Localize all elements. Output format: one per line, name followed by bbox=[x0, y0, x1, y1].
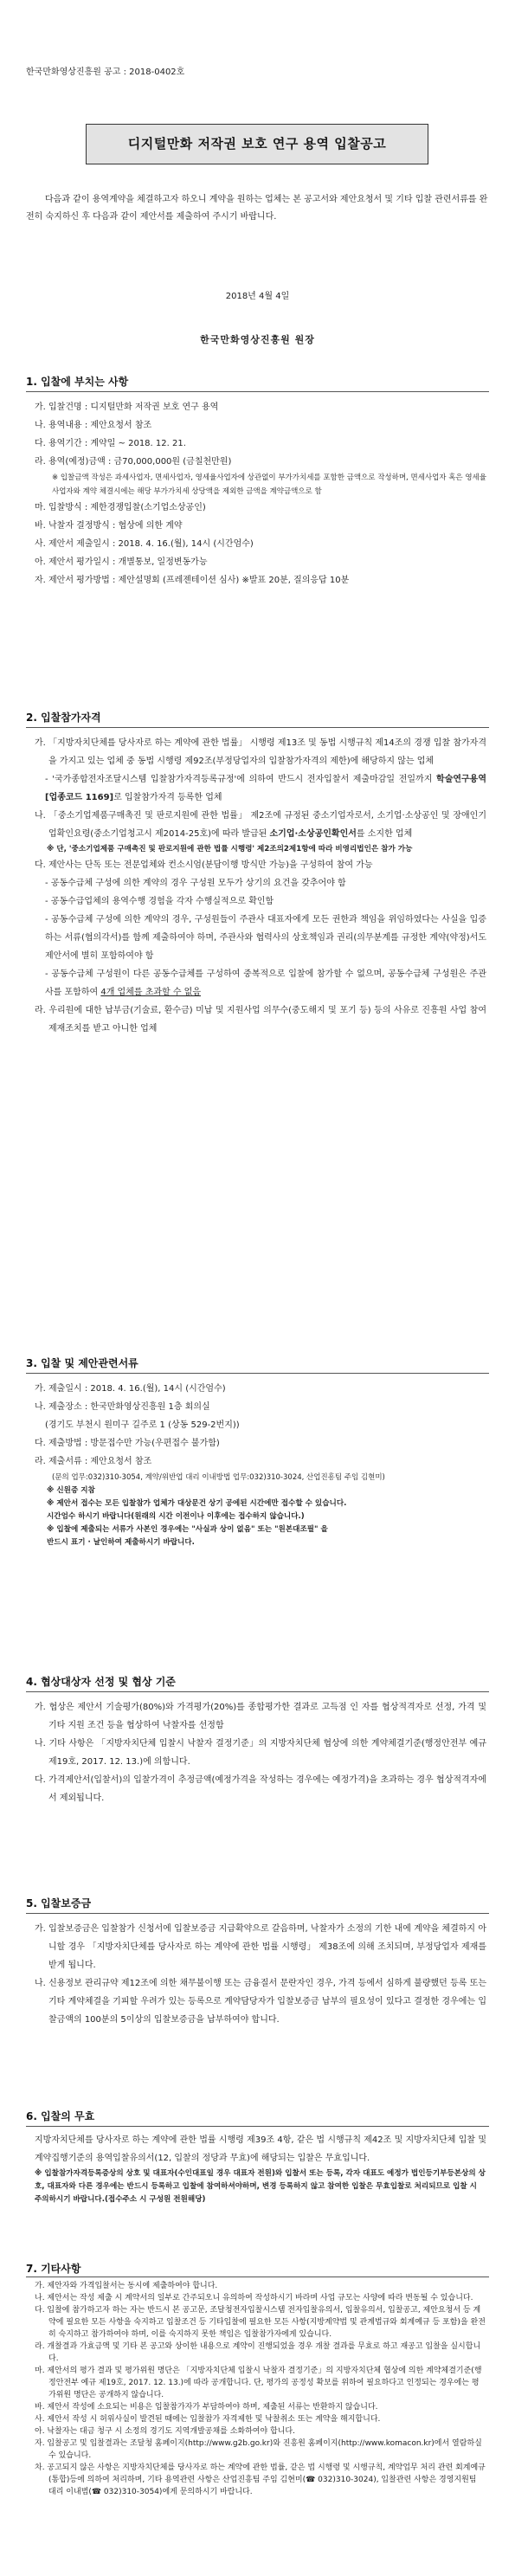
s1-item: 가. 입찰건명 : 디지털만화 저작권 보호 연구 용역 bbox=[35, 402, 219, 412]
s2-na-certificate: 소기업·소상공인확인서 bbox=[269, 829, 357, 839]
s1-item: 바. 낙찰자 결정방식 : 협상에 의한 계약 bbox=[35, 521, 183, 531]
s2-item-da-sub: - 공동수급업체의 용역수행 경험을 각자 수행실적으로 확인함 bbox=[45, 897, 274, 906]
s2-item-da-sub bbox=[35, 965, 486, 1001]
s2-item-na bbox=[35, 807, 486, 843]
s2-ga-text: - '국가종합전자조달시스템 입찰참가자격등록규정'에 의하여 반드시 전자입찰서 제출마감일 전일까지 bbox=[45, 775, 433, 784]
s7-item: 나. 제안서는 작성 제출 시 계약서의 일부로 간주되오니 유의하여 작성하시기 바라며 사업 규모는 사양에 따라 변동될 수 있습니다. bbox=[35, 2294, 473, 2302]
s3-item: 라. 제출서류 : 제안요청서 참조 bbox=[35, 1457, 152, 1466]
s3-item: 다. 제출방법 : 방문접수만 가능(우편접수 불가함) bbox=[35, 1439, 220, 1448]
announcement-number: 한국만화영상진흥원 공고 : 2018-0402호 bbox=[26, 68, 185, 77]
announcement-date: 2018년 4월 4일 bbox=[225, 292, 290, 301]
s4-item-ga: 가. 협상은 제안서 기술평가(80%)와 가격평가(20%)를 종합평가한 결과로 고득점 인 자를 협상적격자로 선정, 가격 및 기타 지원 조건 등을 협상하여 낙찰자를 선정함 bbox=[35, 1703, 486, 1730]
section-3-rule bbox=[26, 1373, 489, 1374]
section-1-title: 1. 입찰에 부치는 사항 bbox=[26, 376, 129, 388]
s1-item: 다. 용역기간 : 계약일 ~ 2018. 12. 21. bbox=[35, 439, 186, 448]
s2-ga-text-end: 로 입찰참가자격 등록한 업체 bbox=[113, 793, 222, 802]
section-5-rule bbox=[26, 1913, 489, 1914]
s1-item: 라. 용역(예정)금액 : 금70,000,000원 (금칠천만원) bbox=[35, 457, 232, 467]
s2-nonprofit-note: ※ 단, '중소기업제품 구매촉진 및 판로지원에 관한 법률 시행령' 제2조의2제1항에 따라 비영리법인은 참가 가능 bbox=[47, 845, 413, 853]
section-6-rule bbox=[26, 2126, 489, 2127]
s7-item: 마. 제안서의 평가 결과 및 평가위원 명단은 「지방자치단체 입찰시 낙찰자 결정기준」의 지방자치단체 협상에 의한 계약체결기준(행정안전부 예규 제19호, 2017. 12. 13.)에 따라 공개합니다. 단, 평가의 공정성 확보를 위하여 필요하다고 인정되는 경우에는 평가위원 명단은 공개하지 않습니다. bbox=[35, 2367, 482, 2399]
s1-item: 나. 용역내용 : 제안요청서 참조 bbox=[35, 421, 152, 430]
section-7-title: 7. 기타사항 bbox=[26, 2263, 81, 2275]
s3-note: ※ 입찰에 제출되는 서류가 사본인 경우에는 "사실과 상이 없음" 또는 "원본대조필" 을 bbox=[47, 1525, 328, 1534]
s1-item: 마. 입찰방식 : 제한경쟁입찰(소기업소상공인) bbox=[35, 503, 206, 512]
s1-vat-note: ※ 입찰금액 작성은 과세사업자, 면세사업자, 영세율사업자에 상관없이 부가가치세를 포함한 금액으로 작성하며, 면세사업자 혹은 영세율사업자와 계약 체결시에는 해당 부가가치세 상당액을 제외한 금액을 계약금액으로 함 bbox=[52, 473, 486, 496]
section-7-body bbox=[35, 2280, 486, 2498]
s3-item: 가. 제출일시 : 2018. 4. 16.(월), 14시 (시간엄수) bbox=[35, 1384, 226, 1394]
s4-item-da: 다. 가격제안서(입찰서)의 입찰가격이 추정금액(예정가격을 작성하는 경우에는 예정가격)을 초과하는 경우 협상적격자에서 제외됩니다. bbox=[35, 1775, 486, 1803]
s2-ga-industry-code: 학술연구용역[업종코드 1169] bbox=[45, 775, 486, 802]
s2-item-ga: 가. 「지방자치단체를 당사자로 하는 계약에 관한 법률」 시행령 제13조 및 동법 시행규칙 제14조의 경쟁 입찰 참가자격을 가지고 있는 업체 중 동법 시행령 제92조(부정당업자의 입찰참가자격의 제한)에 해당하지 않는 업체 bbox=[35, 738, 486, 766]
s2-item-da-sub: - 공동수급체 구성에 의한 계약의 경우 구성원 모두가 상기의 요건을 갖추어야 함 bbox=[45, 879, 346, 888]
s1-item: 사. 제안서 제출일시 : 2018. 4. 16.(월), 14시 (시간엄수) bbox=[35, 539, 254, 549]
page-title: 디지털만화 저작권 보호 연구 용역 입찰공고 bbox=[86, 124, 428, 164]
s6-paragraph: 지방자치단체를 당사자로 하는 계약에 관한 법률 시행령 제39조 4항, 같은 법 시행규칙 제42조 및 지방자치단체 입찰 및 계약집행기준의 용역입찰유의서(12, 입찰의 정당과 무효)에 해당되는 입찰은 무효입니다. bbox=[35, 2135, 486, 2163]
section-4-body bbox=[35, 1698, 486, 1807]
s6-note: ※ 입찰참가자격등록증상의 상호 및 대표자(수인대표일 경우 대표자 전원)와 입찰서 또는 등록, 각자 대표도 예정가 법인등기부등본상의 상호, 대표자와 다른 경우에는 반드시 등록하고 입찰에 참여하셔야하며, 변경 등록하지 않고 참여한 입찰은 무효입찰로 처리되므로 입찰 시 주의하시기 바랍니다.(접수주소 시 구성원 전원해당) bbox=[35, 2169, 486, 2204]
s3-item: 나. 제출장소 : 한국만화영상진흥원 1층 회의실 bbox=[35, 1402, 210, 1412]
s4-item-na: 나. 기타 사항은 「지방자치단체 입찰시 낙찰자 결정기준」의 지방자치단체 협상에 의한 계약체결기준(행정안전부 예규 제19호, 2017. 12. 13.)에 의함니다. bbox=[35, 1739, 486, 1767]
section-2-body bbox=[35, 734, 486, 1038]
section-5-body bbox=[35, 1920, 486, 2029]
s2-na-text-end: 를 소지한 업체 bbox=[356, 829, 413, 839]
s3-note: 시간엄수 하시기 바랍니다(원래의 시간 이전이나 이후에는 접수하지 않습니다.) bbox=[47, 1512, 305, 1521]
s1-item: 아. 제안서 평가일시 : 개별통보, 일정변동가능 bbox=[35, 557, 208, 567]
s2-item-da-sub: - 공동수급체 구성에 의한 계약의 경우, 구성원들이 주관사 대표자에게 모든 권한과 책임을 위임하였다는 사실을 입증하는 서류(협의각서)를 함께 제출하여야 하며, 주관사와 협력사의 상호책임과 권리(의무분계를 규정한 계약(약정)서도 제안서에 별히 포함하여야 함 bbox=[45, 915, 486, 961]
section-3-title: 3. 입찰 및 제안관련서류 bbox=[26, 1357, 138, 1369]
s7-item: 가. 제안자와 가격입찰서는 동시에 제출하여야 합니다. bbox=[35, 2282, 218, 2290]
s2-da5-limit: 4개 업체를 초과할 수 없음 bbox=[100, 988, 202, 997]
s7-item: 사. 제안서 작성 시 허위사실이 발견된 때에는 입찰참가 자격제한 및 낙찰취소 또는 계약을 해지합니다. bbox=[35, 2415, 381, 2424]
s5-item-na: 나. 신용정보 관리규약 제12조에 의한 채무불이행 또는 금융질서 문란자인 경우, 가격 등에서 심하게 불량했던 등록 또는 기타 계약체결을 기피할 우려가 있는 등록으로 계약담당자가 입찰보증금 납부의 필요성이 있다고 결정한 경우에는 입찰금액의 100분의 5이상의 입찰보증금을 납부하여야 합니다. bbox=[35, 1979, 486, 2025]
s7-item: 차. 공고되지 않은 사항은 지방자치단체를 당사자로 하는 계약에 관한 법률, 같은 법 시행령 및 시행규칙, 계약업무 처리 관련 회계예규(통합)등에 의하여 처리하며, 기타 용역관련 사항은 산업진흥팀 주임 김현미(☎ 032)310-3024), 입찰관련 사항은 경영지원팀 대리 이내범(☎ 032)310-3054)에게 문의하시기 바랍니다. bbox=[35, 2463, 486, 2496]
s2-item-da: 다. 제안사는 단독 또는 전문업체와 컨소시엄(분담이행 방식만 가능)을 구성하여 참여 가능 bbox=[35, 860, 373, 870]
s2-item-ra: 라. 우리원에 대한 납부금(기술료, 환수금) 미납 및 지원사업 의무수(중도해지 및 포기 등) 등의 사유로 진흥원 사업 참여 제재조치를 받고 아니한 업체 bbox=[35, 1006, 486, 1034]
s2-da5-text: - 공동수급체 구성원이 다른 공동수급체를 구성하여 중복적으로 입찰에 참가할 수 없으며, 공동수급체 구성원은 주관사를 포함하여 bbox=[45, 969, 486, 997]
s2-item-ga-sub bbox=[35, 770, 486, 807]
s7-item: 아. 낙찰자는 대금 청구 시 소정의 경기도 지역개발공채를 소화하여야 합니다. bbox=[35, 2427, 295, 2436]
section-6-body bbox=[35, 2131, 486, 2206]
s3-inquiry: (문의 업무:032)310-3054, 계약/위반업 대리 이내방법 업무:032)310-3024, 산업진흥팀 주임 김현미) bbox=[52, 1473, 385, 1482]
section-4-title: 4. 협상대상자 선정 및 협상 기준 bbox=[26, 1676, 176, 1688]
s7-item: 자. 입찰공고 및 입찰결과는 조달청 홈페이지(http://www.g2b.go.kr)와 진흥원 홈페이지(http://www.komacon.kr)에서 열람하실 수 있습니다. bbox=[35, 2439, 482, 2460]
s7-item: 라. 개찰결과 가효금액 및 기타 본 공고와 상이한 내용으로 계약이 진행되었을 경우 개찰 결과를 무효로 하고 재공고 입찰을 실시합니다. bbox=[35, 2342, 481, 2363]
intro-paragraph: 다음과 같이 용역계약을 체결하고자 하오니 계약을 원하는 업체는 본 공고서와 제안요청서 및 기타 입찰 관련서류를 완전히 숙지하신 후 다음과 같이 제안서를 제출하여 주시기 바랍니다. bbox=[26, 195, 488, 222]
s3-note: ※ 제안서 접수는 모든 입찰참가 업체가 대상문건 상기 공에된 시간에만 접수할 수 있습니다. bbox=[47, 1499, 347, 1508]
section-4-rule bbox=[26, 1691, 489, 1692]
section-5-title: 5. 입찰보증금 bbox=[26, 1897, 92, 1909]
s3-item-address: (경기도 부천시 원미구 길주로 1 (상동 529-2번지)) bbox=[45, 1420, 240, 1430]
s2-na-text: 나. 「중소기업제품구매촉진 및 판로지원에 관한 법률」 제2조에 규정된 중소기업자로서, 소기업·소상공인 및 장애인기업확인요령(중소기업청고시 제2014-25호)에 따라 발급된 bbox=[35, 811, 486, 839]
section-3-body bbox=[35, 1380, 486, 1549]
s3-note: 반드시 표기 · 날인하여 제출하시기 바랍니다. bbox=[47, 1538, 195, 1547]
section-2-rule bbox=[26, 727, 489, 728]
s3-note: ※ 신원증 지참 bbox=[47, 1486, 95, 1495]
issuing-organization: 한국만화영상진흥원 원장 bbox=[200, 334, 315, 345]
section-1-rule bbox=[26, 391, 489, 392]
s1-item: 자. 제안서 평가방법 : 제안설명회 (프레젠테이션 심사) ※발표 20분, 질의응답 10분 bbox=[35, 576, 350, 585]
s7-item: 다. 입찰에 참가하고자 하는 자는 반드시 본 공고문, 조달청전자입찰시스템 전자입찰유의서, 입찰유의서, 입찰공고, 제안요청서 등 계약에 필요한 모든 사항을 숙지하고 입찰조건 등 기타입찰에 필요한 모든 사항(지방계약법 및 관계법규와 회계예규 등 포함)을 완전히 숙지하고 참가하여야 하며, 이를 숙지하지 못한 책임은 입찰참가자에게 있습니다. bbox=[35, 2306, 486, 2339]
section-2-title: 2. 입찰참가자격 bbox=[26, 712, 101, 724]
section-1-body bbox=[35, 398, 486, 589]
s5-item-ga: 가. 입찰보증금은 입찰참가 신청서에 입찰보증금 지급확약으로 갈음하며, 낙찰자가 소정의 기한 내에 계약을 체결하지 아니할 경우 「지방자치단체를 당사자로 하는 계약에 관한 법률 시행령」 제38조에 의해 조치되며, 부정당업자 제재를 받게 됩니다. bbox=[35, 1924, 486, 1970]
s7-item: 바. 제안서 작성에 소요되는 비용은 입찰참가자가 부담하여야 하며, 제출된 서류는 반환하지 않습니다. bbox=[35, 2403, 378, 2412]
section-6-title: 6. 입찰의 무효 bbox=[26, 2110, 95, 2122]
